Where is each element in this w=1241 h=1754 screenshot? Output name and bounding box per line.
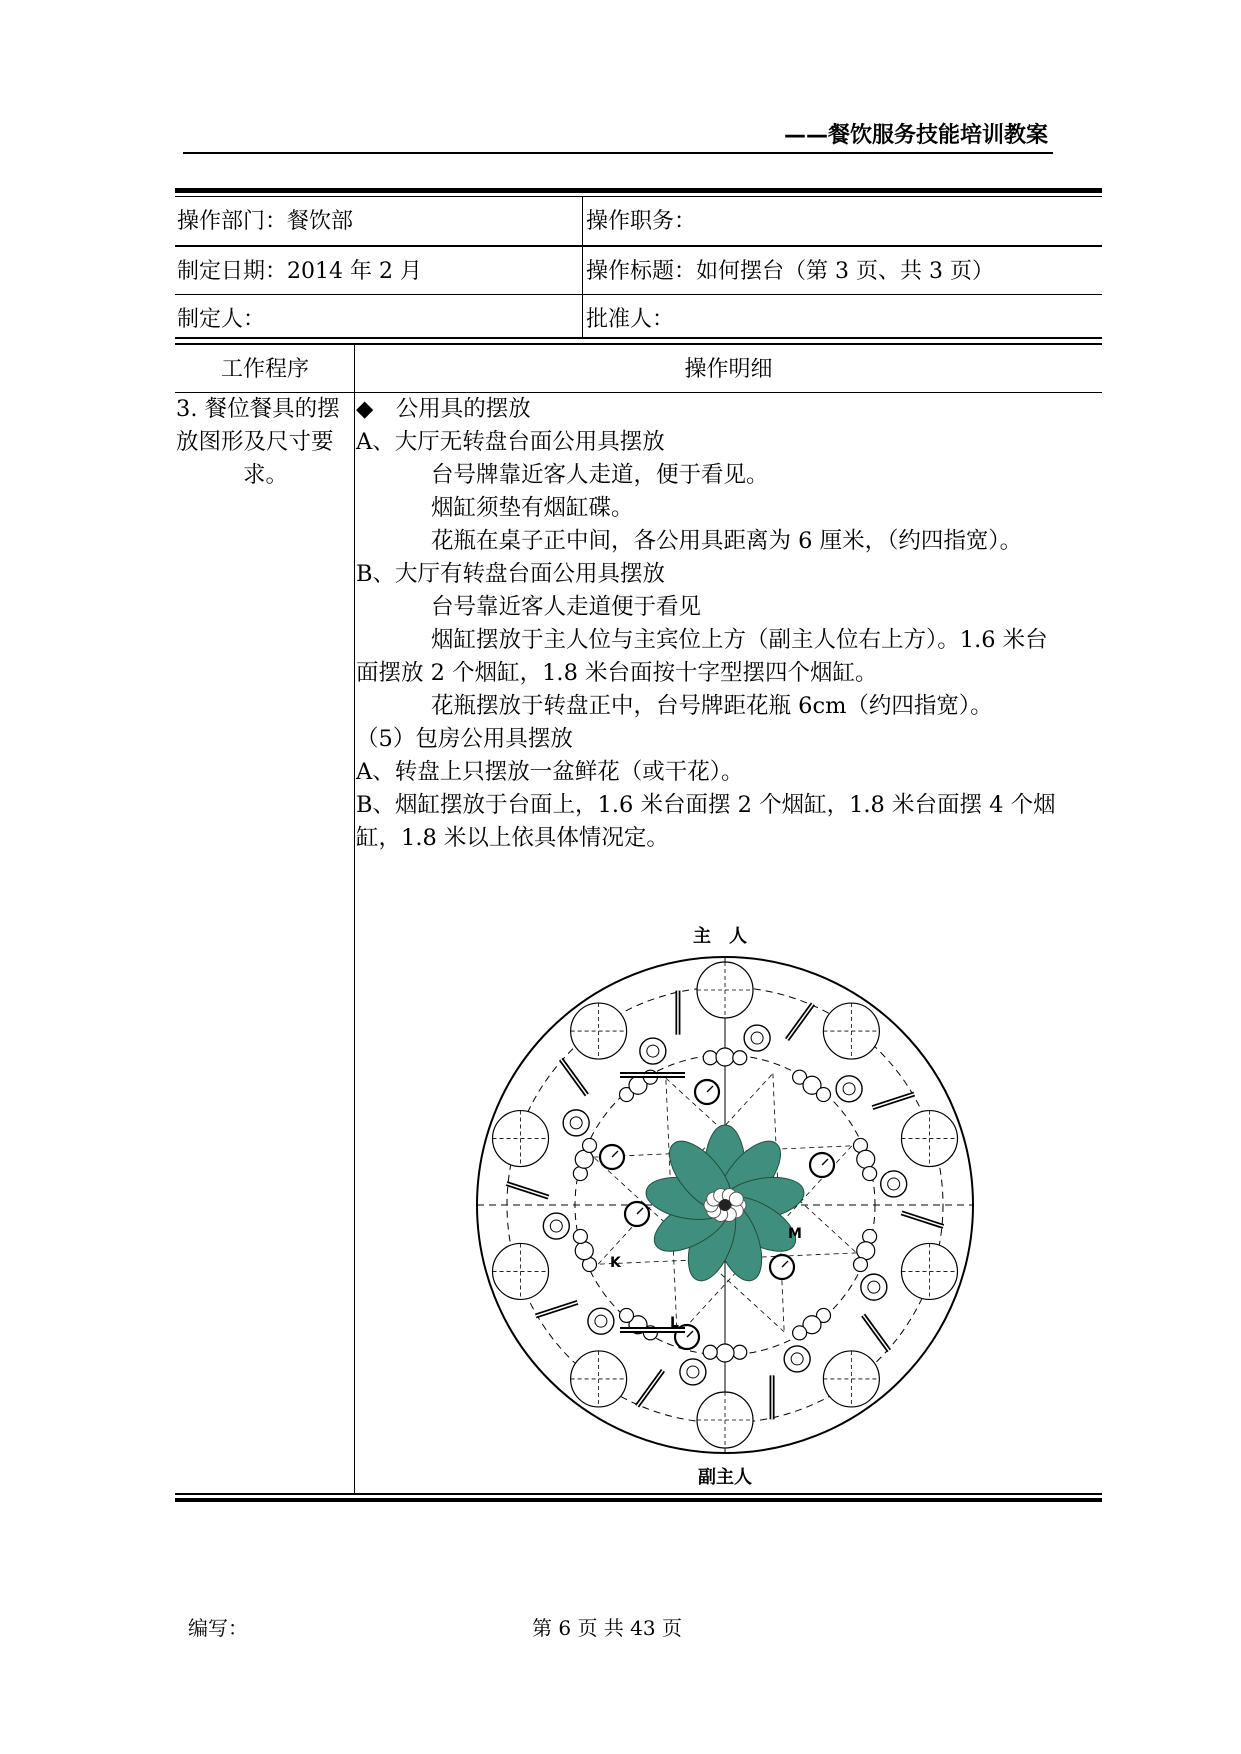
spoon-icon	[843, 1083, 855, 1095]
detail-line: 烟缸摆放于主人位与主宾位上方（副主人位右上方）。1.6 米台	[431, 627, 1048, 653]
detail-line: （5）包房公用具摆放	[356, 726, 573, 752]
info-date: 制定日期：2014 年 2 月	[177, 259, 422, 284]
diagram-marker-k: K	[610, 1255, 621, 1271]
detail-line: A、大厅无转盘台面公用具摆放	[356, 429, 665, 455]
info-author: 制定人：	[177, 307, 266, 332]
glass-icon	[583, 1138, 597, 1152]
diagram-marker-l: L	[670, 1315, 679, 1331]
glass-icon	[716, 1344, 734, 1362]
footer-author: 编写：	[188, 1616, 248, 1640]
glass-icon	[733, 1345, 747, 1359]
info-dept: 操作部门：餐饮部	[177, 209, 354, 234]
glass-icon	[703, 1345, 717, 1359]
detail-line: B、烟缸摆放于台面上，1.6 米台面摆 2 个烟缸，1.8 米台面摆 4 个烟	[356, 792, 1056, 818]
info-subject: 操作标题：如何摆台（第 3 页、共 3 页）	[586, 259, 994, 284]
glass-icon	[619, 1308, 633, 1322]
spoon-icon	[751, 1032, 763, 1044]
spoon-icon	[868, 1281, 880, 1293]
glass-icon	[863, 1167, 877, 1181]
diagram-artwork	[477, 957, 973, 1453]
chopsticks-icon	[902, 1213, 944, 1227]
chopsticks-icon	[507, 1184, 549, 1198]
glass-icon	[716, 1048, 734, 1066]
chopsticks-icon	[637, 1370, 663, 1406]
col-header-procedure: 工作程序	[220, 357, 309, 382]
document-header-title: ——餐饮服务技能培训教案	[783, 123, 1048, 148]
chopsticks-icon	[872, 1094, 914, 1108]
glass-icon	[573, 1229, 587, 1243]
footer-page-number: 第 6 页 共 43 页	[532, 1616, 682, 1640]
detail-line: B、大厅有转盘台面公用具摆放	[356, 561, 666, 587]
glass-icon	[793, 1326, 807, 1340]
flower-centre-icon	[719, 1199, 731, 1211]
detail-line: 花瓶在桌子正中间，各公用具距离为 6 厘米，（约四指宽）。	[431, 528, 1023, 554]
diagram-label-host: 主 人	[693, 926, 747, 947]
chopsticks-icon	[787, 1004, 813, 1040]
details-text	[356, 393, 1101, 855]
info-position: 操作职务：	[586, 209, 697, 234]
flower-petal	[729, 1192, 743, 1206]
diagram-label-cohost: 副主人	[698, 1467, 752, 1488]
table-bottom-rule	[175, 1493, 1102, 1495]
chopsticks-icon	[561, 1059, 587, 1095]
table-bottom-rule-thick	[175, 1498, 1102, 1502]
table-top-rule-thin	[175, 196, 1102, 197]
chopsticks-icon	[863, 1315, 889, 1351]
procedure-line: 3. 餐位餐具的摆	[176, 396, 340, 422]
main-table-column-divider	[354, 345, 355, 1493]
glass-icon	[575, 1242, 593, 1260]
procedure-line: 放图形及尺寸要	[176, 429, 334, 455]
spoon-icon	[550, 1220, 562, 1232]
table-row-divider	[175, 343, 1102, 345]
glass-icon	[857, 1150, 875, 1168]
spoon-icon	[888, 1178, 900, 1190]
detail-line: A、转盘上只摆放一盆鲜花（或干花）。	[356, 759, 744, 785]
table-row-divider	[175, 294, 1102, 295]
spoon-icon	[687, 1366, 699, 1378]
detail-line: 台号牌靠近客人走道，便于看见。	[431, 462, 769, 488]
table-row-divider	[175, 337, 1102, 339]
glass-icon	[817, 1088, 831, 1102]
glass-icon	[703, 1051, 717, 1065]
glass-icon	[853, 1258, 867, 1272]
col-header-details: 操作明细	[684, 357, 773, 382]
section-title: ◆ 公用具的摆放	[356, 396, 531, 422]
table-top-rule	[175, 188, 1102, 193]
chopsticks-icon	[536, 1302, 578, 1316]
glass-icon	[733, 1051, 747, 1065]
info-table-column-divider	[582, 196, 583, 337]
spoon-icon	[570, 1117, 582, 1129]
procedure-line: 求。	[243, 462, 289, 488]
table-row-divider	[175, 245, 1102, 247]
header-rule	[183, 152, 1053, 154]
spoon-icon	[647, 1045, 659, 1057]
info-approver: 批准人：	[586, 307, 675, 332]
detail-line: 花瓶摆放于转盘正中，台号牌距花瓶 6cm（约四指宽）。	[431, 693, 993, 719]
detail-line: 面摆放 2 个烟缸，1.8 米台面按十字型摆四个烟缸。	[356, 660, 878, 686]
diagram-marker-m: M	[788, 1226, 802, 1242]
detail-line: 台号靠近客人走道便于看见	[431, 594, 702, 620]
spoon-icon	[595, 1315, 607, 1327]
spoon-icon	[791, 1353, 803, 1365]
table-setting-diagram	[470, 915, 990, 1493]
detail-line: 烟缸须垫有烟缸碟。	[431, 495, 634, 521]
detail-line: 缸，1.8 米以上依具体情况定。	[356, 825, 669, 851]
procedure-text	[176, 393, 354, 492]
